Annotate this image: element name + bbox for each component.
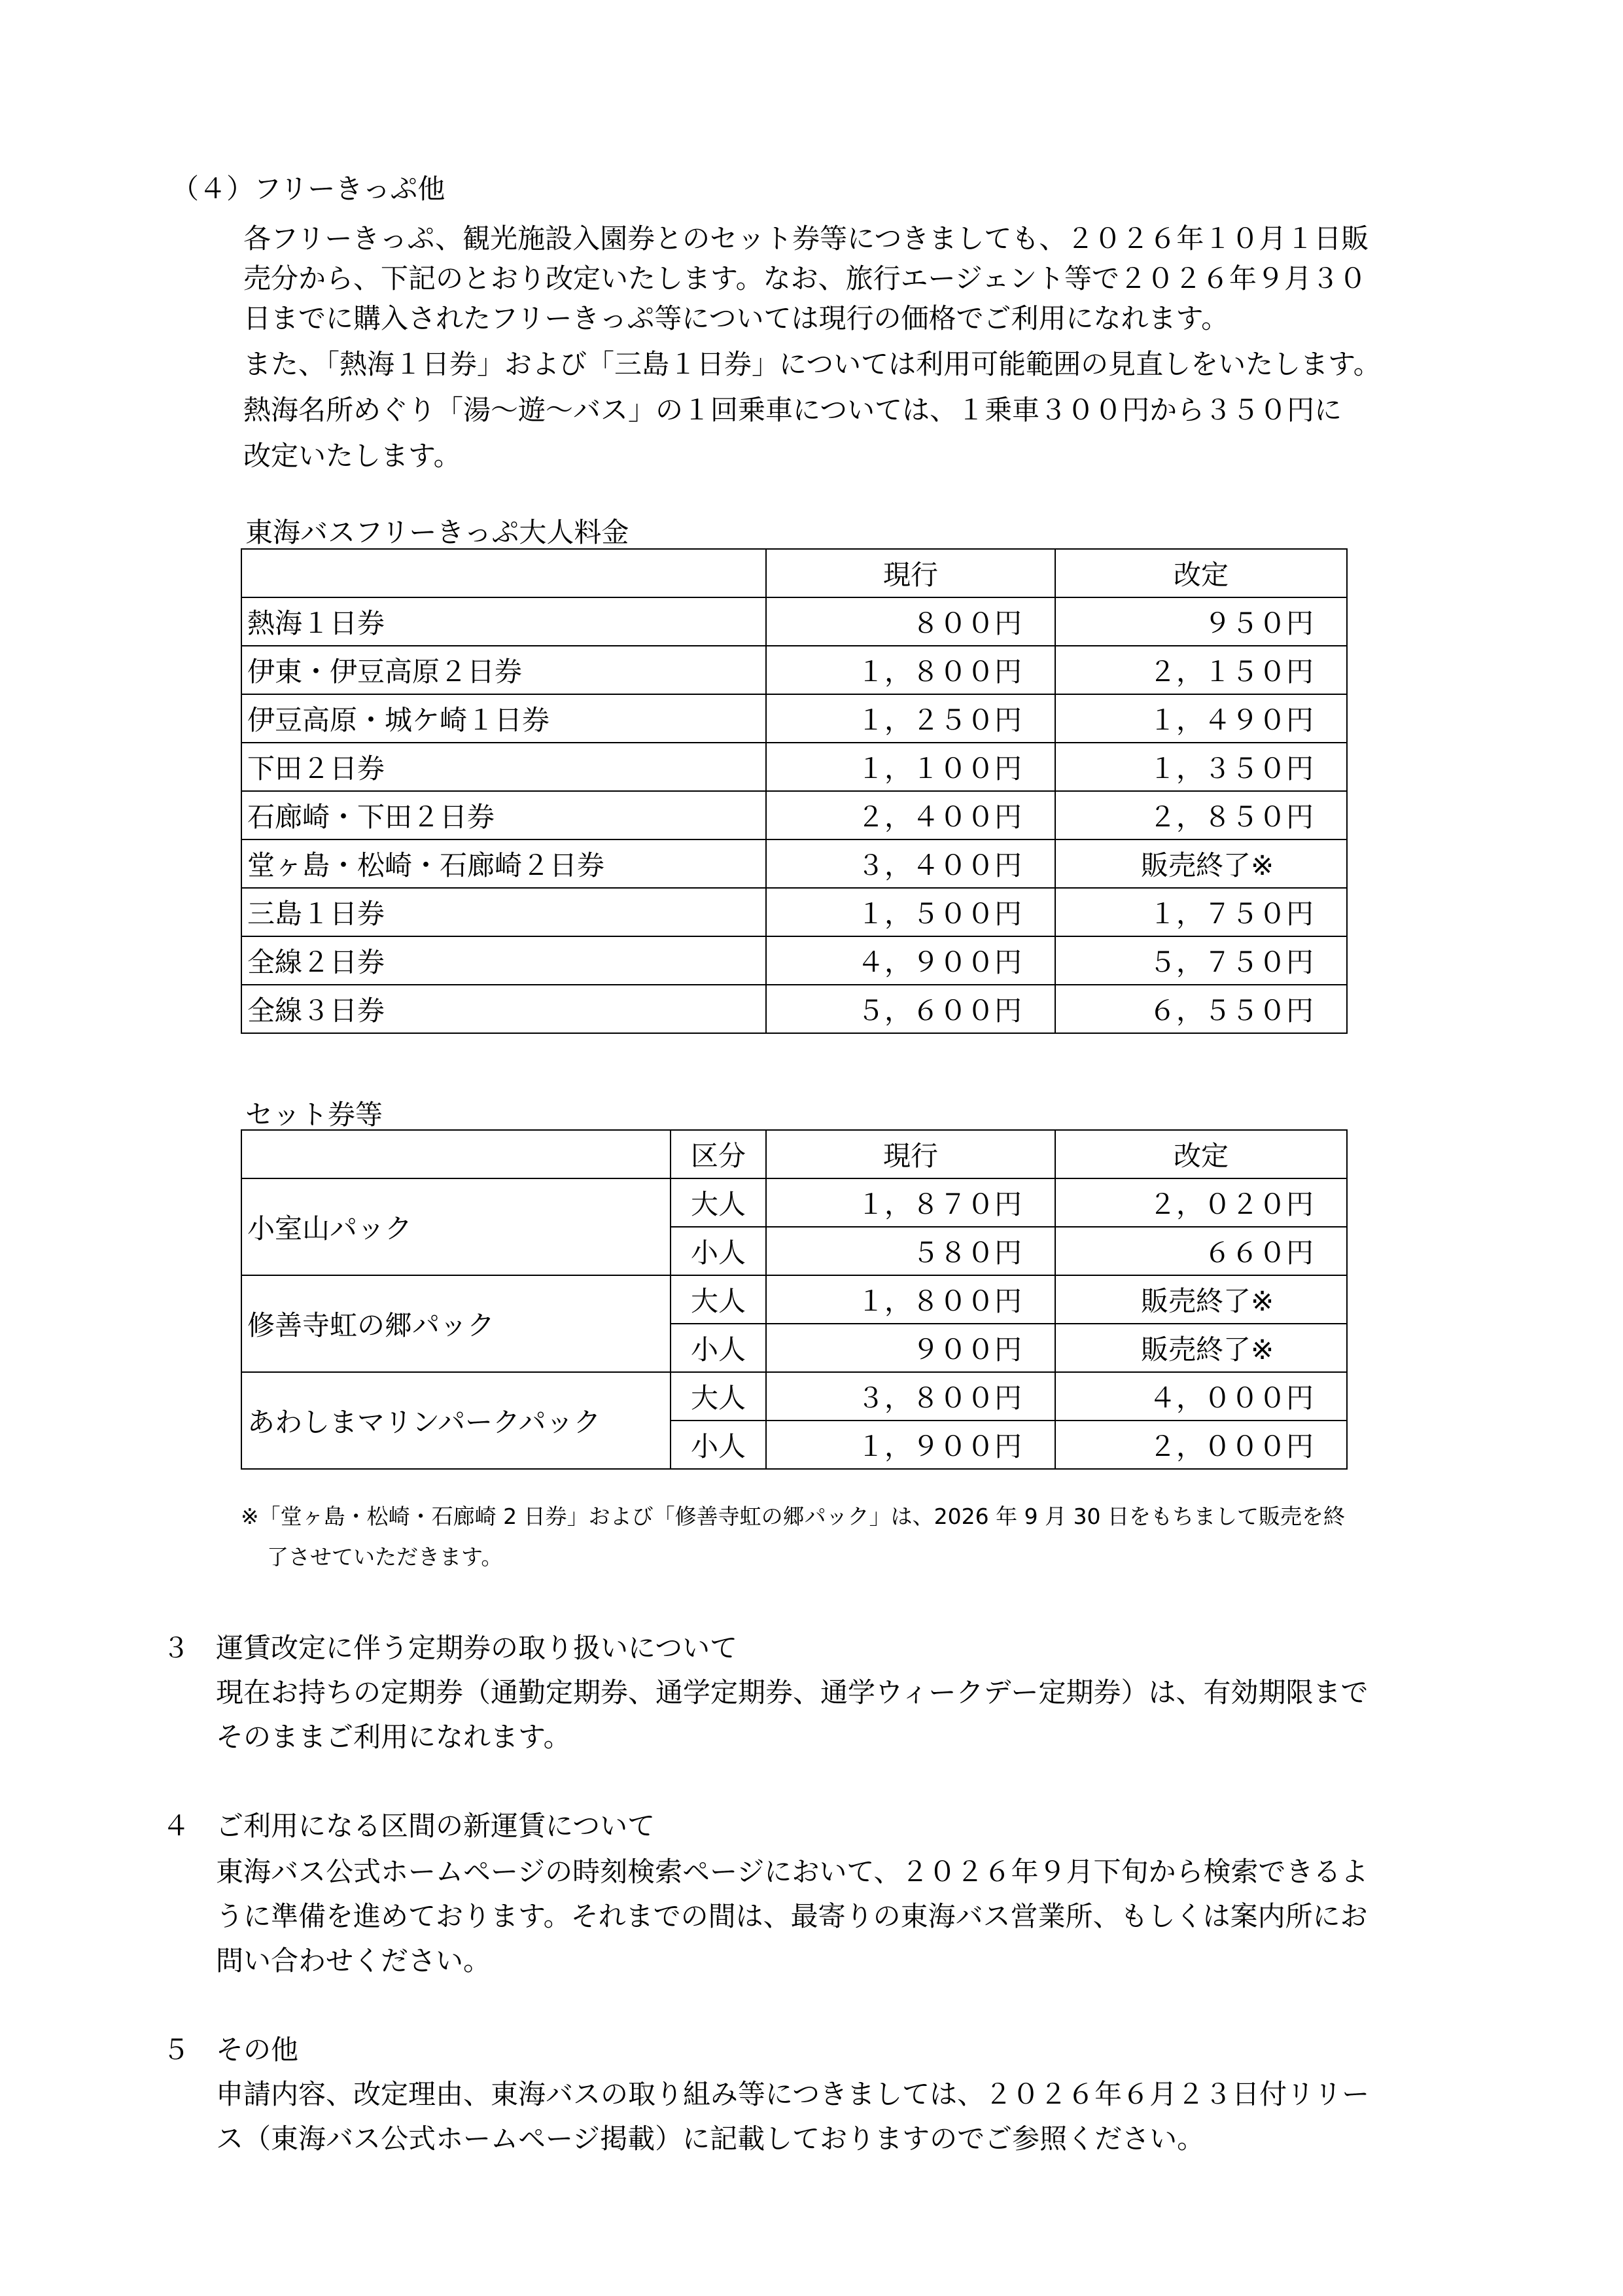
table-header-row [241, 549, 1347, 597]
footnote-line: ※「堂ヶ島・松崎・石廊崎 2 日券」および「修善寺虹の郷パック」は、2026 年 9 月 30 日をもちまして販売を終 [241, 1504, 1346, 1529]
section-number: ５ [162, 2034, 190, 2066]
current-price: ８００円 [766, 597, 1055, 646]
revised-price: ５，７５０円 [1055, 936, 1347, 985]
table-row [241, 839, 1347, 888]
table-header-row [241, 1130, 1347, 1178]
paragraph-line: そのままご利用になれます。 [216, 1721, 571, 1753]
package-name: 小室山パック [241, 1178, 671, 1275]
ticket-name: 堂ヶ島・松崎・石廊崎２日券 [241, 839, 766, 888]
current-price: ９００円 [766, 1324, 1055, 1372]
paragraph-line: 日までに購入されたフリーきっぷ等については現行の価格でご利用になれます。 [243, 302, 1229, 334]
table-row [241, 1178, 1347, 1227]
section-title: その他 [216, 2034, 299, 2066]
kubun-cell: 小人 [671, 1227, 766, 1275]
header-blank [241, 549, 766, 597]
revised-price: 販売終了※ [1055, 1324, 1347, 1372]
current-price: ３，４００円 [766, 839, 1055, 888]
current-price: １，８７０円 [766, 1178, 1055, 1227]
ticket-name: 三島１日券 [241, 888, 766, 936]
paragraph-line: 東海バス公式ホームページの時刻検索ページにおいて、２０２６年９月下旬から検索できるよ [216, 1856, 1369, 1888]
table-row [241, 791, 1347, 839]
table-row [241, 1275, 1347, 1324]
current-price: １，８００円 [766, 1275, 1055, 1324]
current-price: １，５００円 [766, 888, 1055, 936]
header-current: 現行 [766, 1130, 1055, 1178]
paragraph-line: また、「熱海１日券」および「三島１日券」については利用可能範囲の見直しをいたします。 [243, 348, 1381, 380]
current-price: ４，９００円 [766, 936, 1055, 985]
ticket-name: 全線３日券 [241, 985, 766, 1033]
revised-price: 販売終了※ [1055, 1275, 1347, 1324]
revised-price: ２，０００円 [1055, 1421, 1347, 1469]
table-row [241, 936, 1347, 985]
paragraph-line: 売分から、下記のとおり改定いたします。なお、旅行エージェント等で２０２６年９月３０ [243, 262, 1367, 294]
revised-price: １，７５０円 [1055, 888, 1347, 936]
table-row [241, 1372, 1347, 1421]
ticket-name: 石廊崎・下田２日券 [241, 791, 766, 839]
paragraph-line: 現在お持ちの定期券（通勤定期券、通学定期券、通学ウィークデー定期券）は、有効期限まで [216, 1676, 1369, 1708]
kubun-cell: 小人 [671, 1421, 766, 1469]
paragraph-line: 熱海名所めぐり「湯～遊～バス」の１回乗車については、１乗車３００円から３５０円に [243, 394, 1342, 426]
header-current: 現行 [766, 549, 1055, 597]
table-row [241, 743, 1347, 791]
set-table-caption: セット券等 [245, 1099, 383, 1131]
section-title: ご利用になる区間の新運賃について [216, 1810, 655, 1842]
ticket-name: 全線２日券 [241, 936, 766, 985]
table-row [241, 985, 1347, 1033]
current-price: ３，８００円 [766, 1372, 1055, 1421]
current-price: １，２５０円 [766, 694, 1055, 743]
header-revised: 改定 [1055, 549, 1347, 597]
revised-price: ４，０００円 [1055, 1372, 1347, 1421]
table-row [241, 694, 1347, 743]
package-name: 修善寺虹の郷パック [241, 1275, 671, 1372]
current-price: ５，６００円 [766, 985, 1055, 1033]
header-kubun: 区分 [671, 1130, 766, 1178]
ticket-name: 伊豆高原・城ケ崎１日券 [241, 694, 766, 743]
kubun-cell: 大人 [671, 1178, 766, 1227]
ticket-name: 伊東・伊豆高原２日券 [241, 646, 766, 694]
revised-price: １，３５０円 [1055, 743, 1347, 791]
paragraph-line: ス（東海バス公式ホームページ掲載）に記載しておりますのでご参照ください。 [216, 2123, 1205, 2155]
revised-price: ６，５５０円 [1055, 985, 1347, 1033]
free-ticket-fare-table [241, 548, 1348, 1034]
free-table-caption: 東海バスフリーきっぷ大人料金 [245, 516, 629, 548]
section-heading-free-tickets: （４）フリーきっぷ他 [171, 173, 445, 205]
revised-price: ６６０円 [1055, 1227, 1347, 1275]
section-number: ４ [162, 1810, 190, 1842]
current-price: １，１００円 [766, 743, 1055, 791]
header-revised: 改定 [1055, 1130, 1347, 1178]
revised-price: ２，０２０円 [1055, 1178, 1347, 1227]
paragraph-line: 各フリーきっぷ、観光施設入園券とのセット券等につきましても、２０２６年１０月１日販 [243, 222, 1369, 255]
table-row [241, 888, 1347, 936]
current-price: １，８００円 [766, 646, 1055, 694]
section-title: 運賃改定に伴う定期券の取り扱いについて [216, 1632, 738, 1664]
revised-price: ２，８５０円 [1055, 791, 1347, 839]
paragraph-line: 改定いたします。 [243, 440, 461, 472]
paragraph-line: 申請内容、改定理由、東海バスの取り組み等につきましては、２０２６年６月２３日付リリー [216, 2078, 1370, 2110]
current-price: １，９００円 [766, 1421, 1055, 1469]
kubun-cell: 大人 [671, 1275, 766, 1324]
table-row [241, 597, 1347, 646]
revised-price: １，４９０円 [1055, 694, 1347, 743]
section-number: ３ [162, 1632, 190, 1664]
header-blank [241, 1130, 671, 1178]
set-ticket-fare-table [241, 1129, 1348, 1470]
kubun-cell: 大人 [671, 1372, 766, 1421]
ticket-name: 熱海１日券 [241, 597, 766, 646]
revised-price: ９５０円 [1055, 597, 1347, 646]
current-price: ５８０円 [766, 1227, 1055, 1275]
ticket-name: 下田２日券 [241, 743, 766, 791]
table-row [241, 646, 1347, 694]
revised-price: ２，１５０円 [1055, 646, 1347, 694]
kubun-cell: 小人 [671, 1324, 766, 1372]
footnote-line: 了させていただきます。 [267, 1544, 503, 1570]
current-price: ２，４００円 [766, 791, 1055, 839]
paragraph-line: 問い合わせください。 [216, 1945, 491, 1977]
paragraph-line: うに準備を進めております。それまでの間は、最寄りの東海バス営業所、もしくは案内所にお [216, 1900, 1368, 1932]
revised-price: 販売終了※ [1055, 839, 1347, 888]
package-name: あわしまマリンパークパック [241, 1372, 671, 1469]
